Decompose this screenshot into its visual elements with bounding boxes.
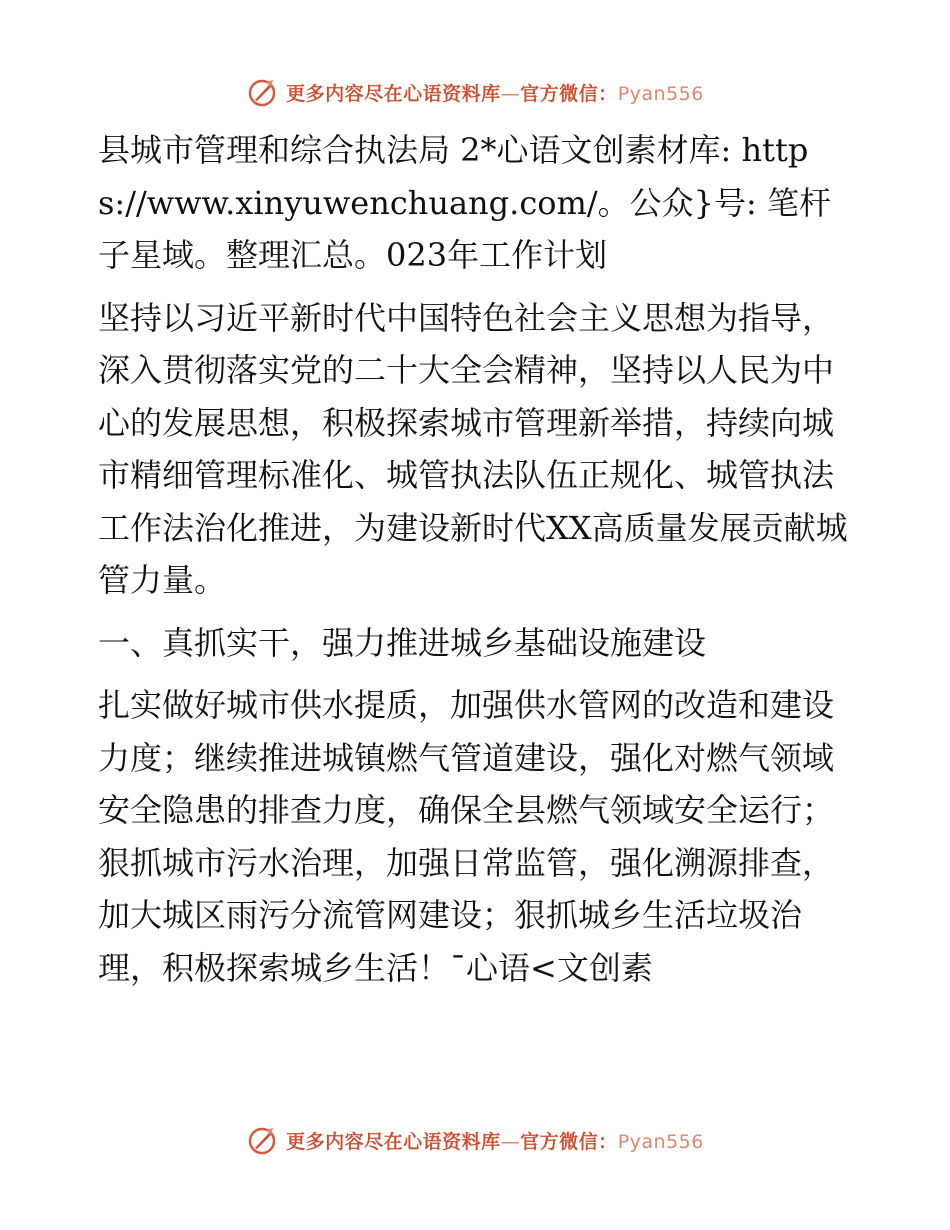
watermark-id: Pyan556 xyxy=(617,82,704,105)
watermark-main: 更多内容尽在心语资料库 xyxy=(286,82,501,105)
watermark-dash: — xyxy=(500,1130,521,1153)
watermark-main: 更多内容尽在心语资料库 xyxy=(286,1130,501,1153)
feather-pen-circle-icon xyxy=(246,1124,278,1156)
document-paragraph-2: 扎实做好城市供水提质，加强供水管网的改造和建设力度；继续推进城镇燃气管道建设，强化对燃气领域安全隐患的排查力度，确保全县燃气领域安全运行；狠抓城市污水治理，加强日常监管，强化溯源排查，加大城区雨污分流管网建设；狠抓城乡生活垃圾治理，积极探索城乡生活！¯心语<文创素 xyxy=(98,686,835,987)
watermark-sub: 官方微信： xyxy=(520,1130,618,1153)
document-title-paragraph: 县城市管理和综合执法局 2*心语文创素材库: https://www.xinyuwenchuang.com/。公众}号: 笔杆子星域。整理汇总。023年工作计划 xyxy=(98,131,831,274)
document-paragraph-1: 坚持以习近平新时代中国特色社会主义思想为指导，深入贯彻落实党的二十大全会精神，坚持以人民为中心的发展思想，积极探索城市管理新举措，持续向城市精细管理标准化、城管执法队伍正规化、城管执法工作法治化推进，为建设新时代XX高质量发展贡献城管力量。 xyxy=(98,298,848,599)
watermark-id: Pyan556 xyxy=(617,1130,704,1153)
watermark-text xyxy=(286,1127,704,1154)
watermark-dash: — xyxy=(500,82,521,105)
document-body xyxy=(98,124,850,1004)
footer-watermark xyxy=(0,1120,950,1160)
header-watermark xyxy=(0,72,950,112)
watermark-sub: 官方微信： xyxy=(520,82,618,105)
feather-pen-circle-icon xyxy=(246,76,278,108)
watermark-text xyxy=(286,79,704,106)
section-heading-1: 一、真抓实干，强力推进城乡基础设施建设 xyxy=(98,623,707,662)
